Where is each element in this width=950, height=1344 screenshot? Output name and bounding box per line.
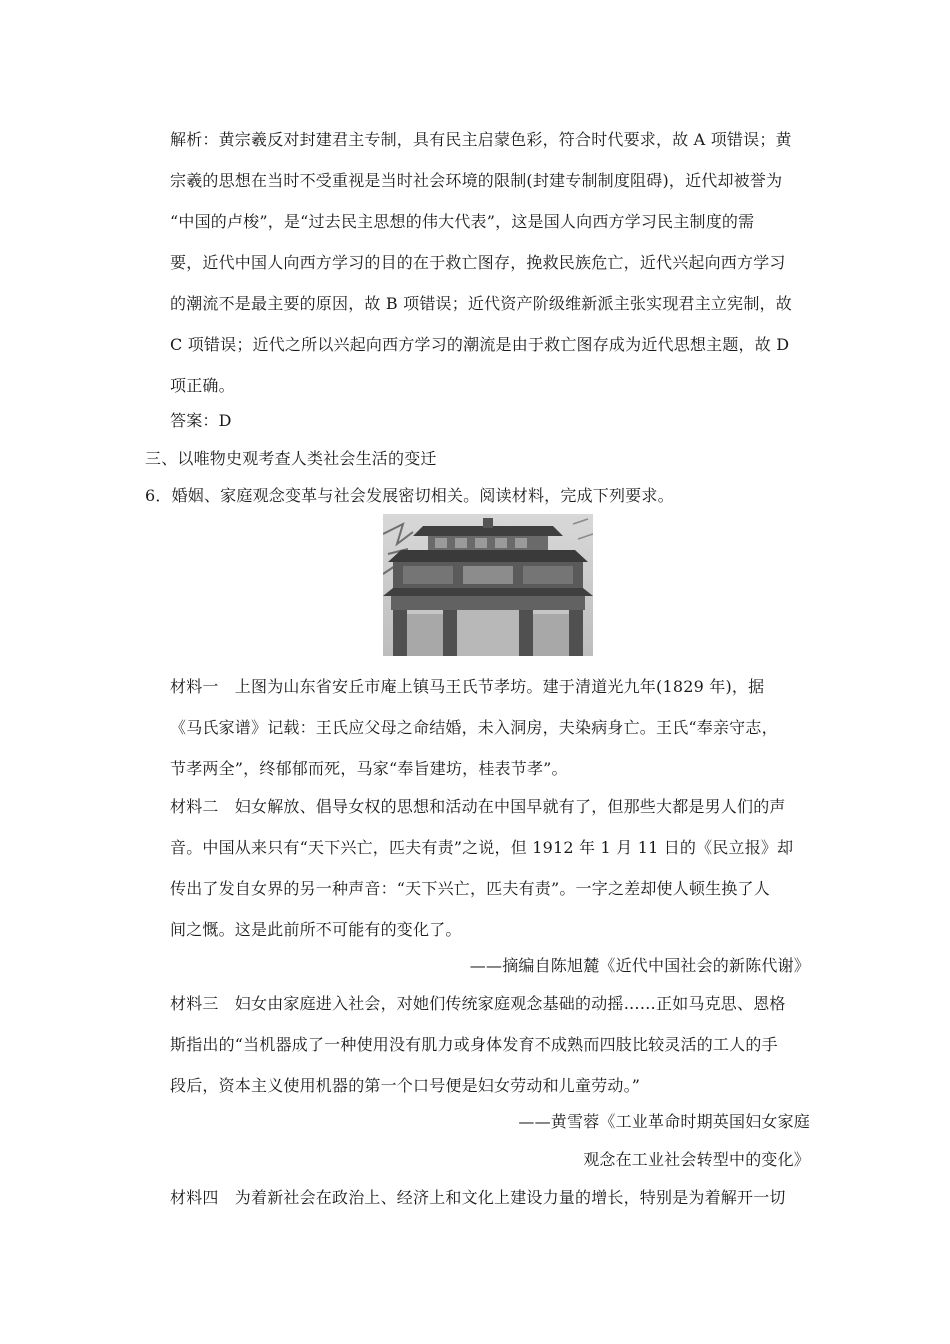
material1-line: 材料一 上图为山东省安丘市庵上镇马王氏节孝坊。建于清道光九年(1829 年)，据	[170, 677, 765, 696]
analysis-line: 解析：黄宗羲反对封建君主专制，具有民主启蒙色彩，符合时代要求，故 A 项错误；黄	[170, 130, 792, 149]
material3-source: 观念在工业社会转型中的变化》	[583, 1150, 810, 1169]
material3-source: ——黄雪蓉《工业革命时期英国妇女家庭	[518, 1112, 810, 1131]
memorial-archway-photo	[383, 514, 593, 656]
material1-line: 《马氏家谱》记载：王氏应父母之命结婚，未入洞房，夫染病身亡。王氏“奉亲守志，	[170, 718, 778, 737]
analysis-line: 项正确。	[170, 376, 235, 395]
material2-line: 传出了发自女界的另一种声音：“天下兴亡，匹夫有责”。一字之差却使人顿生换了人	[170, 879, 770, 898]
question-stem: 6．婚姻、家庭观念变革与社会发展密切相关。阅读材料，完成下列要求。	[145, 486, 674, 505]
analysis-line: 的潮流不是最主要的原因，故 B 项错误；近代资产阶级维新派主张实现君主立宪制，故	[170, 294, 792, 313]
material3-line: 段后，资本主义使用机器的第一个口号便是妇女劳动和儿童劳动。”	[170, 1076, 641, 1095]
analysis-line: “中国的卢梭”，是“过去民主思想的伟大代表”，这是国人向西方学习民主制度的需	[170, 212, 755, 231]
answer: 答案：D	[170, 411, 232, 430]
section-title: 三、以唯物史观考查人类社会生活的变迁	[145, 449, 437, 468]
material2-source: ——摘编自陈旭麓《近代中国社会的新陈代谢》	[469, 956, 810, 975]
material1-line: 节孝两全”，终郁郁而死，马家“奉旨建坊，桂表节孝”。	[170, 759, 568, 778]
material3-line: 斯指出的“当机器成了一种使用没有肌力或身体发育不成熟而四肢比较灵活的工人的手	[170, 1035, 778, 1054]
analysis-line: C 项错误；近代之所以兴起向西方学习的潮流是由于救亡图存成为近代思想主题，故 D	[170, 335, 790, 354]
analysis-line: 要，近代中国人向西方学习的目的在于救亡图存，挽救民族危亡，近代兴起向西方学习	[170, 253, 786, 272]
analysis-line: 宗羲的思想在当时不受重视是当时社会环境的限制(封建专制制度阻碍)，近代却被誉为	[170, 171, 783, 190]
material2-line: 材料二 妇女解放、倡导女权的思想和活动在中国早就有了，但那些大都是男人们的声	[170, 797, 786, 816]
material4-line: 材料四 为着新社会在政治上、经济上和文化上建设力量的增长，特别是为着解开一切	[170, 1188, 786, 1207]
material2-line: 间之慨。这是此前所不可能有的变化了。	[170, 920, 462, 939]
material2-line: 音。中国从来只有“天下兴亡，匹夫有责”之说，但 1912 年 1 月 11 日的《民立报》却	[170, 838, 794, 857]
material3-line: 材料三 妇女由家庭进入社会，对她们传统家庭观念基础的动摇……正如马克思、恩格	[170, 994, 786, 1013]
